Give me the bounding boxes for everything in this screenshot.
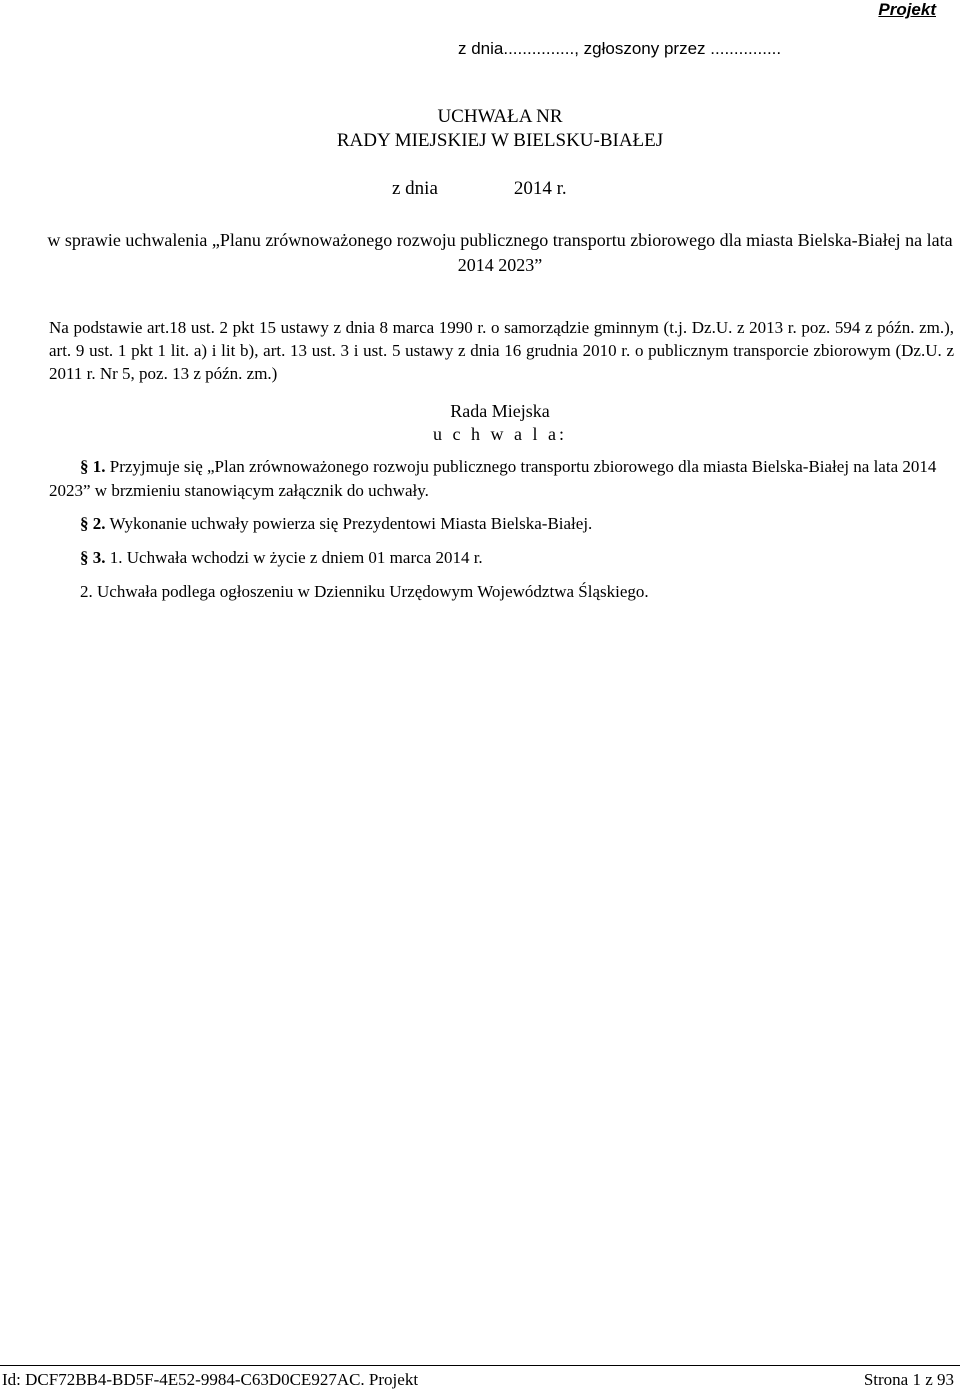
section-mark-3: § 3. bbox=[80, 548, 106, 567]
council-resolution-block bbox=[0, 400, 960, 446]
submission-line: z dnia..............., zgłoszony przez ............... bbox=[458, 39, 782, 58]
council-heading: RADY MIEJSKIEJ W BIELSKU-BIAŁEJ bbox=[336, 130, 664, 151]
paragraph-1-text: Przyjmuje się „Plan zrównoważonego rozwoju publicznego transportu zbiorowego dla miasta Bielska-Białej na lata 2014 2023” w brzmieniu stanowiącym załącznik do uchwały. bbox=[49, 457, 937, 500]
paragraph-3-text: 1. Uchwała wchodzi w życie z dniem 01 marca 2014 r. bbox=[105, 548, 483, 567]
council-name: Rada Miejska bbox=[450, 401, 550, 421]
resolution-date: z dnia 2014 r. bbox=[392, 178, 567, 199]
projekt-label: Projekt bbox=[878, 0, 936, 19]
legal-basis-preamble: Na podstawie art.18 ust. 2 pkt 15 ustawy z dnia 8 marca 1990 r. o samorządzie gminnym (t.j. Dz.U. z 2013 r. poz. 594 z późn. zm.), art. 9 ust. 1 pkt 1 lit. a) i lit b), art. 13 ust. 3 i ust. 5 ustawy z dnia 16 grudnia 2010 r. o publicznym transporcie zbiorowym (Dz.U. z 2011 r. Nr 5, poz. 13 z późn. zm.) bbox=[49, 318, 954, 383]
paragraph-1 bbox=[49, 455, 956, 503]
resolution-subject: w sprawie uchwalenia „Planu zrównoważonego rozwoju publicznego transportu zbiorowego dla miasta Bielska-Białej na lata 2014 2023” bbox=[47, 230, 953, 275]
paragraph-2-text: Wykonanie uchwały powierza się Prezydentowi Miasta Bielska-Białej. bbox=[105, 514, 593, 533]
footer-divider bbox=[0, 1365, 960, 1366]
council-resolves: u c h w a l a: bbox=[433, 424, 567, 444]
paragraph-3-item-2 bbox=[49, 580, 956, 604]
paragraph-3-item-2-text: 2. Uchwała podlega ogłoszeniu w Dzienniku Urzędowym Województwa Śląskiego. bbox=[80, 582, 649, 601]
section-mark-2: § 2. bbox=[80, 514, 106, 533]
section-mark-1: § 1. bbox=[80, 457, 106, 476]
paragraph-2 bbox=[49, 512, 956, 536]
paragraph-3 bbox=[49, 546, 956, 570]
document-id: Id: DCF72BB4-BD5F-4E52-9984-C63D0CE927AC. Projekt bbox=[2, 1370, 419, 1389]
resolution-number-heading: UCHWAŁA NR bbox=[437, 106, 563, 127]
page-number: Strona 1 z 93 bbox=[863, 1370, 954, 1389]
